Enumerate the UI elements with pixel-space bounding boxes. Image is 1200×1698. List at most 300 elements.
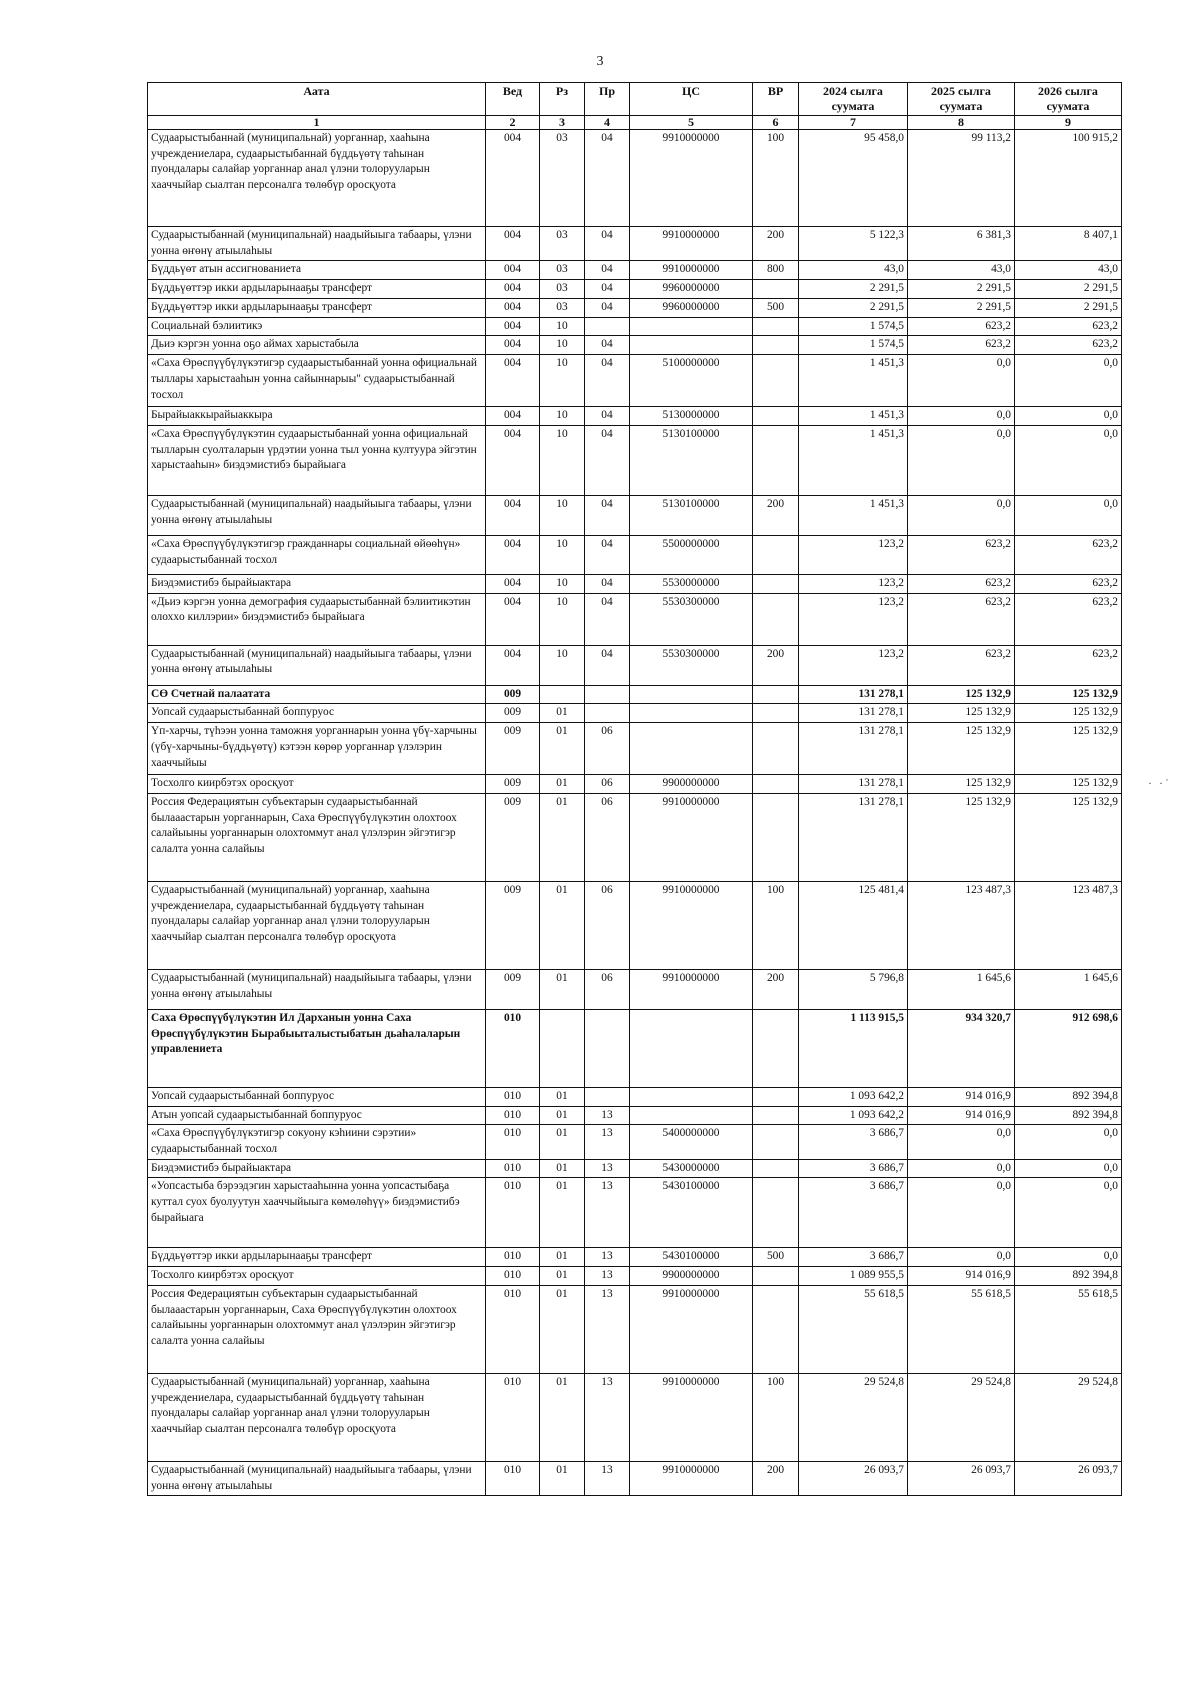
row-name: СӨ Счетнай палаатата	[148, 685, 486, 704]
table-row	[148, 1159, 1122, 1178]
row-cs: 9910000000	[630, 1461, 753, 1495]
row-vr	[753, 593, 799, 645]
table-row	[148, 1125, 1122, 1159]
row-ved: 004	[486, 574, 540, 593]
row-cs: 9910000000	[630, 969, 753, 1009]
table-row	[148, 793, 1122, 881]
row-pr: 13	[585, 1267, 630, 1286]
row-name: Биэдэмистибэ бырайыактара	[148, 574, 486, 593]
row-rz: 01	[540, 1106, 585, 1125]
row-pr: 04	[585, 280, 630, 299]
row-rz: 01	[540, 1087, 585, 1106]
row-cs: 9900000000	[630, 1267, 753, 1286]
row-name: Тосхолго киирбэтэх оросқуот	[148, 1267, 486, 1286]
row-vr	[753, 425, 799, 495]
row-cs: 5530300000	[630, 593, 753, 645]
row-pr: 13	[585, 1178, 630, 1248]
row-name: Уопсай судаарыстыбаннай боппуруос	[148, 704, 486, 723]
row-value-2026: 623,2	[1015, 535, 1122, 574]
column-header-name: Аата	[148, 83, 486, 116]
row-name: «Саха Өрөспүүбүлүкэтин судаарыстыбаннай уонна официальнай тылларын суолталарын үрдэтии уонна тыл уонна култуура эйгэтин харыстааһын» биэдэмистибэ бырайыага	[148, 425, 486, 495]
row-name: Судаарыстыбаннай (муниципальнай) наадыйыыга табаары, үлэни уонна өҥөнү атыылаһыы	[148, 495, 486, 535]
row-pr	[585, 1009, 630, 1087]
row-ved: 004	[486, 280, 540, 299]
row-cs	[630, 1087, 753, 1106]
row-ved: 010	[486, 1178, 540, 1248]
row-value-2026: 0,0	[1015, 407, 1122, 426]
table-row	[148, 1373, 1122, 1461]
row-value-2026: 0,0	[1015, 1125, 1122, 1159]
row-value-2026: 2 291,5	[1015, 298, 1122, 317]
row-rz: 01	[540, 1461, 585, 1495]
row-value-2026: 1 645,6	[1015, 969, 1122, 1009]
row-name: Судаарыстыбаннай (муниципальнай) наадыйыыга табаары, үлэни уонна өҥөнү атыылаһыы	[148, 645, 486, 685]
row-rz: 10	[540, 317, 585, 336]
row-rz: 01	[540, 1267, 585, 1286]
row-ved: 009	[486, 775, 540, 794]
row-name: Россия Федерациятын субъектарын судаарыстыбаннай былааастарын уорганнарын, Саха Өрөспүүбүлүкэтин олохтоох салайыыны уорганнарын олохтоммут анал үлэлэрин эйгэтигэр салалта уонна салайыы	[148, 1285, 486, 1373]
row-pr: 13	[585, 1248, 630, 1267]
row-rz: 10	[540, 407, 585, 426]
row-value-2025: 0,0	[908, 1125, 1015, 1159]
table-row	[148, 685, 1122, 704]
row-pr	[585, 1087, 630, 1106]
row-value-2024: 2 291,5	[799, 298, 908, 317]
row-value-2026: 892 394,8	[1015, 1106, 1122, 1125]
column-number: 9	[1015, 116, 1122, 130]
row-vr: 200	[753, 1461, 799, 1495]
row-value-2026: 892 394,8	[1015, 1087, 1122, 1106]
row-vr	[753, 355, 799, 407]
row-value-2026: 43,0	[1015, 261, 1122, 280]
row-pr: 13	[585, 1106, 630, 1125]
row-value-2026: 123 487,3	[1015, 881, 1122, 969]
page-number: 3	[596, 54, 604, 69]
row-value-2025: 55 618,5	[908, 1285, 1015, 1373]
column-header-vr: ВР	[753, 83, 799, 116]
column-header-2024: 2024 сылга суумата	[799, 83, 908, 116]
row-ved: 010	[486, 1159, 540, 1178]
row-vr	[753, 704, 799, 723]
row-value-2024: 55 618,5	[799, 1285, 908, 1373]
row-name: Атын уопсай судаарыстыбаннай боппуруос	[148, 1106, 486, 1125]
row-name: «Уопсастыба бэрээдэгин харыстааһынна уонна уопсастыбаҕа куттал суох буолуутун хааччыйыыга көмөлөһүү» биэдэмистибэ бырайыага	[148, 1178, 486, 1248]
row-value-2025: 0,0	[908, 1159, 1015, 1178]
row-pr: 06	[585, 723, 630, 775]
row-ved: 009	[486, 881, 540, 969]
table-row	[148, 704, 1122, 723]
row-value-2025: 0,0	[908, 407, 1015, 426]
row-name: Бүддьүөттэр икки ардыларынааҕы трансферт	[148, 298, 486, 317]
row-cs: 9910000000	[630, 130, 753, 227]
row-value-2024: 3 686,7	[799, 1178, 908, 1248]
row-pr	[585, 704, 630, 723]
row-rz: 01	[540, 881, 585, 969]
table-row	[148, 130, 1122, 227]
row-cs: 9910000000	[630, 1373, 753, 1461]
row-name: «Саха Өрөспүүбүлүкэтигэр гражданнары социальнай өйөөһүн» судаарыстыбаннай тосхол	[148, 535, 486, 574]
row-ved: 010	[486, 1248, 540, 1267]
table-row	[148, 280, 1122, 299]
row-ved: 004	[486, 535, 540, 574]
table-row	[148, 1106, 1122, 1125]
row-value-2026: 0,0	[1015, 355, 1122, 407]
row-name: Судаарыстыбаннай (муниципальнай) наадыйыыга табаары, үлэни уонна өҥөнү атыылаһыы	[148, 1461, 486, 1495]
row-value-2025: 2 291,5	[908, 280, 1015, 299]
row-cs	[630, 685, 753, 704]
row-rz: 03	[540, 227, 585, 261]
row-value-2026: 0,0	[1015, 495, 1122, 535]
column-header-2025: 2025 сылга суумата	[908, 83, 1015, 116]
row-name: Бүддьүөт атын ассигнованиета	[148, 261, 486, 280]
row-ved: 004	[486, 593, 540, 645]
row-cs: 5430100000	[630, 1248, 753, 1267]
row-value-2024: 1 113 915,5	[799, 1009, 908, 1087]
row-value-2025: 0,0	[908, 425, 1015, 495]
table-row	[148, 317, 1122, 336]
row-value-2025: 6 381,3	[908, 227, 1015, 261]
row-value-2025: 623,2	[908, 574, 1015, 593]
row-name: Социальнай бэлиитикэ	[148, 317, 486, 336]
table-row	[148, 775, 1122, 794]
row-value-2026: 26 093,7	[1015, 1461, 1122, 1495]
row-value-2025: 125 132,9	[908, 723, 1015, 775]
row-value-2026: 55 618,5	[1015, 1285, 1122, 1373]
row-pr	[585, 317, 630, 336]
row-vr: 100	[753, 881, 799, 969]
row-rz: 10	[540, 645, 585, 685]
row-vr: 200	[753, 969, 799, 1009]
row-cs: 9960000000	[630, 298, 753, 317]
row-rz	[540, 685, 585, 704]
row-value-2025: 125 132,9	[908, 704, 1015, 723]
row-vr: 100	[753, 130, 799, 227]
row-value-2024: 123,2	[799, 593, 908, 645]
row-value-2024: 131 278,1	[799, 685, 908, 704]
row-cs: 5130100000	[630, 425, 753, 495]
column-number: 6	[753, 116, 799, 130]
row-vr	[753, 1009, 799, 1087]
row-value-2026: 125 132,9	[1015, 723, 1122, 775]
table-header	[148, 83, 1122, 130]
row-value-2024: 5 796,8	[799, 969, 908, 1009]
row-pr: 04	[585, 535, 630, 574]
table-row	[148, 574, 1122, 593]
row-rz: 10	[540, 425, 585, 495]
row-vr	[753, 1087, 799, 1106]
row-value-2024: 1 093 642,2	[799, 1106, 908, 1125]
row-value-2024: 1 093 642,2	[799, 1087, 908, 1106]
row-value-2024: 1 574,5	[799, 336, 908, 355]
row-vr: 200	[753, 227, 799, 261]
row-ved: 009	[486, 685, 540, 704]
row-value-2025: 125 132,9	[908, 685, 1015, 704]
row-vr	[753, 280, 799, 299]
table-row	[148, 495, 1122, 535]
row-name: Судаарыстыбаннай (муниципальнай) уорганнар, хааһына учреждениелара, судаарыстыбаннай бүддьүөтү таһынан пуондалары салайар уорганнар анал үлэни толорууларын хааччыйар сыалтан персоналга төлөбүр оросқуота	[148, 881, 486, 969]
row-cs: 5530300000	[630, 645, 753, 685]
row-name: Россия Федерациятын субъектарын судаарыстыбаннай былааастарын уорганнарын, Саха Өрөспүүбүлүкэтин олохтоох салайыыны уорганнарын олохтоммут анал үлэлэрин эйгэтигэр салалта уонна салайыы	[148, 793, 486, 881]
row-pr: 06	[585, 881, 630, 969]
row-rz: 01	[540, 704, 585, 723]
row-ved: 009	[486, 723, 540, 775]
row-vr	[753, 336, 799, 355]
row-name: Биэдэмистибэ бырайыактара	[148, 1159, 486, 1178]
row-ved: 009	[486, 704, 540, 723]
row-value-2026: 125 132,9	[1015, 685, 1122, 704]
row-ved: 004	[486, 336, 540, 355]
row-vr	[753, 775, 799, 794]
row-vr	[753, 793, 799, 881]
row-name: Судаарыстыбаннай (муниципальнай) наадыйыыга табаары, үлэни уонна өҥөнү атыылаһыы	[148, 969, 486, 1009]
column-header-pr: Пр	[585, 83, 630, 116]
row-vr	[753, 1159, 799, 1178]
row-pr: 13	[585, 1373, 630, 1461]
row-value-2024: 29 524,8	[799, 1373, 908, 1461]
table-row	[148, 1178, 1122, 1248]
column-header-2026: 2026 сылга суумата	[1015, 83, 1122, 116]
row-cs	[630, 723, 753, 775]
row-vr	[753, 317, 799, 336]
column-number: 7	[799, 116, 908, 130]
row-ved: 009	[486, 793, 540, 881]
row-value-2024: 125 481,4	[799, 881, 908, 969]
row-rz: 01	[540, 1373, 585, 1461]
row-value-2026: 8 407,1	[1015, 227, 1122, 261]
row-name: Саха Өрөспүүбүлүкэтин Ил Дарханын уонна Саха Өрөспүүбүлүкэтин Бырабыыталыстыбатын дьаһалаларын управлениета	[148, 1009, 486, 1087]
table-row	[148, 535, 1122, 574]
row-ved: 010	[486, 1087, 540, 1106]
row-value-2025: 914 016,9	[908, 1087, 1015, 1106]
row-vr: 100	[753, 1373, 799, 1461]
row-value-2024: 95 458,0	[799, 130, 908, 227]
table-row	[148, 355, 1122, 407]
row-pr: 13	[585, 1461, 630, 1495]
column-number: 5	[630, 116, 753, 130]
row-pr: 06	[585, 775, 630, 794]
row-pr: 06	[585, 969, 630, 1009]
row-value-2025: 623,2	[908, 645, 1015, 685]
row-value-2026: 892 394,8	[1015, 1267, 1122, 1286]
row-rz: 10	[540, 593, 585, 645]
row-value-2025: 99 113,2	[908, 130, 1015, 227]
table-row	[148, 261, 1122, 280]
row-vr: 800	[753, 261, 799, 280]
row-rz	[540, 1009, 585, 1087]
row-ved: 010	[486, 1106, 540, 1125]
row-ved: 004	[486, 425, 540, 495]
row-pr: 04	[585, 130, 630, 227]
row-vr	[753, 407, 799, 426]
row-value-2024: 1 574,5	[799, 317, 908, 336]
row-ved: 004	[486, 495, 540, 535]
column-header-ved: Вед	[486, 83, 540, 116]
row-cs	[630, 317, 753, 336]
row-value-2024: 3 686,7	[799, 1125, 908, 1159]
row-value-2024: 123,2	[799, 645, 908, 685]
row-value-2025: 0,0	[908, 355, 1015, 407]
table-row	[148, 336, 1122, 355]
column-number: 2	[486, 116, 540, 130]
row-name: Үп-харчы, түһээн уонна таможня уорганнарын уонна үбү-харчыны (үбү-харчыны-бүддьүөтү) кэтээн көрөр уорганнар үлэлэрин хааччыйыы	[148, 723, 486, 775]
row-value-2025: 623,2	[908, 535, 1015, 574]
row-cs: 5130000000	[630, 407, 753, 426]
row-vr: 200	[753, 495, 799, 535]
row-value-2024: 131 278,1	[799, 723, 908, 775]
row-ved: 010	[486, 1461, 540, 1495]
row-ved: 004	[486, 317, 540, 336]
row-value-2024: 43,0	[799, 261, 908, 280]
row-value-2025: 623,2	[908, 317, 1015, 336]
table-body	[148, 130, 1122, 1496]
table-row	[148, 1267, 1122, 1286]
row-value-2024: 1 451,3	[799, 425, 908, 495]
row-value-2024: 131 278,1	[799, 775, 908, 794]
row-value-2024: 26 093,7	[799, 1461, 908, 1495]
row-rz: 03	[540, 280, 585, 299]
row-value-2025: 125 132,9	[908, 793, 1015, 881]
row-value-2024: 131 278,1	[799, 793, 908, 881]
row-pr: 04	[585, 355, 630, 407]
table-row	[148, 425, 1122, 495]
row-pr: 04	[585, 425, 630, 495]
row-value-2026: 2 291,5	[1015, 280, 1122, 299]
row-vr	[753, 723, 799, 775]
row-vr	[753, 1125, 799, 1159]
row-vr	[753, 1106, 799, 1125]
row-ved: 004	[486, 355, 540, 407]
row-ved: 010	[486, 1285, 540, 1373]
row-vr	[753, 535, 799, 574]
row-cs: 9910000000	[630, 261, 753, 280]
table-row	[148, 298, 1122, 317]
row-value-2026: 100 915,2	[1015, 130, 1122, 227]
row-value-2026: 125 132,9	[1015, 775, 1122, 794]
row-rz: 01	[540, 1178, 585, 1248]
row-vr	[753, 1178, 799, 1248]
row-value-2026: 125 132,9	[1015, 793, 1122, 881]
row-value-2024: 1 089 955,5	[799, 1267, 908, 1286]
row-cs: 9910000000	[630, 227, 753, 261]
row-value-2025: 0,0	[908, 1248, 1015, 1267]
row-pr: 04	[585, 495, 630, 535]
row-vr	[753, 574, 799, 593]
row-cs	[630, 704, 753, 723]
row-cs: 5130100000	[630, 495, 753, 535]
table-row	[148, 881, 1122, 969]
row-value-2025: 623,2	[908, 593, 1015, 645]
row-cs: 9900000000	[630, 775, 753, 794]
table-row	[148, 1461, 1122, 1495]
row-cs: 9910000000	[630, 881, 753, 969]
row-ved: 004	[486, 298, 540, 317]
row-ved: 004	[486, 227, 540, 261]
row-value-2026: 623,2	[1015, 574, 1122, 593]
row-name: Судаарыстыбаннай (муниципальнай) наадыйыыга табаары, үлэни уонна өҥөнү атыылаһыы	[148, 227, 486, 261]
row-pr: 04	[585, 407, 630, 426]
row-value-2026: 0,0	[1015, 1159, 1122, 1178]
column-number: 4	[585, 116, 630, 130]
row-value-2024: 3 686,7	[799, 1159, 908, 1178]
table-row	[148, 969, 1122, 1009]
row-cs: 5430100000	[630, 1178, 753, 1248]
row-name: «Саха Өрөспүүбүлүкэтигэр судаарыстыбаннай уонна официальнай тыллары харыстааһын уонна сайыннарыы" судаарыстыбаннай тосхол	[148, 355, 486, 407]
row-cs: 5100000000	[630, 355, 753, 407]
row-name: «Саха Өрөспүүбүлүкэтигэр сокуону кэһиини сэрэтии» судаарыстыбаннай тосхол	[148, 1125, 486, 1159]
row-rz: 10	[540, 535, 585, 574]
row-cs: 9910000000	[630, 793, 753, 881]
row-name: Уопсай судаарыстыбаннай боппуруос	[148, 1087, 486, 1106]
row-value-2026: 125 132,9	[1015, 704, 1122, 723]
row-vr: 200	[753, 645, 799, 685]
row-cs: 5430000000	[630, 1159, 753, 1178]
row-value-2026: 623,2	[1015, 593, 1122, 645]
row-name: Бүддьүөттэр икки ардыларынааҕы трансферт	[148, 1248, 486, 1267]
row-value-2025: 1 645,6	[908, 969, 1015, 1009]
table-row	[148, 1285, 1122, 1373]
row-ved: 010	[486, 1125, 540, 1159]
row-vr	[753, 1267, 799, 1286]
row-ved: 004	[486, 645, 540, 685]
row-value-2024: 1 451,3	[799, 355, 908, 407]
row-rz: 01	[540, 1125, 585, 1159]
table-row	[148, 645, 1122, 685]
row-cs	[630, 1106, 753, 1125]
row-value-2024: 2 291,5	[799, 280, 908, 299]
row-rz: 10	[540, 495, 585, 535]
table-row	[148, 227, 1122, 261]
row-value-2025: 2 291,5	[908, 298, 1015, 317]
row-rz: 01	[540, 969, 585, 1009]
row-ved: 004	[486, 130, 540, 227]
column-number: 1	[148, 116, 486, 130]
row-ved: 010	[486, 1009, 540, 1087]
row-ved: 004	[486, 261, 540, 280]
row-pr: 04	[585, 261, 630, 280]
row-pr: 13	[585, 1125, 630, 1159]
table-row	[148, 723, 1122, 775]
row-pr: 04	[585, 645, 630, 685]
row-value-2025: 125 132,9	[908, 775, 1015, 794]
row-pr: 04	[585, 593, 630, 645]
row-vr: 500	[753, 298, 799, 317]
row-value-2025: 0,0	[908, 495, 1015, 535]
row-value-2026: 0,0	[1015, 1248, 1122, 1267]
row-value-2025: 29 524,8	[908, 1373, 1015, 1461]
row-value-2025: 934 320,7	[908, 1009, 1015, 1087]
row-name: Дьиэ кэргэн уонна оҕо аймах харыстабыла	[148, 336, 486, 355]
row-rz: 03	[540, 130, 585, 227]
row-cs: 9910000000	[630, 1285, 753, 1373]
row-value-2025: 914 016,9	[908, 1267, 1015, 1286]
row-value-2024: 3 686,7	[799, 1248, 908, 1267]
row-value-2026: 623,2	[1015, 317, 1122, 336]
table-row	[148, 1248, 1122, 1267]
row-value-2025: 914 016,9	[908, 1106, 1015, 1125]
row-rz: 01	[540, 775, 585, 794]
row-value-2025: 26 093,7	[908, 1461, 1015, 1495]
row-cs	[630, 336, 753, 355]
row-name: Судаарыстыбаннай (муниципальнай) уорганнар, хааһына учреждениелара, судаарыстыбаннай бүддьүөтү таһынан пуондалары салайар уорганнар анал үлэни толорууларын хааччыйар сыалтан персоналга төлөбүр оросқуота	[148, 1373, 486, 1461]
row-rz: 10	[540, 574, 585, 593]
row-value-2025: 0,0	[908, 1178, 1015, 1248]
row-cs: 5400000000	[630, 1125, 753, 1159]
row-value-2026: 0,0	[1015, 425, 1122, 495]
row-name: Бүддьүөттэр икки ардыларынааҕы трансферт	[148, 280, 486, 299]
row-rz: 03	[540, 261, 585, 280]
row-pr: 04	[585, 574, 630, 593]
row-value-2026: 623,2	[1015, 336, 1122, 355]
